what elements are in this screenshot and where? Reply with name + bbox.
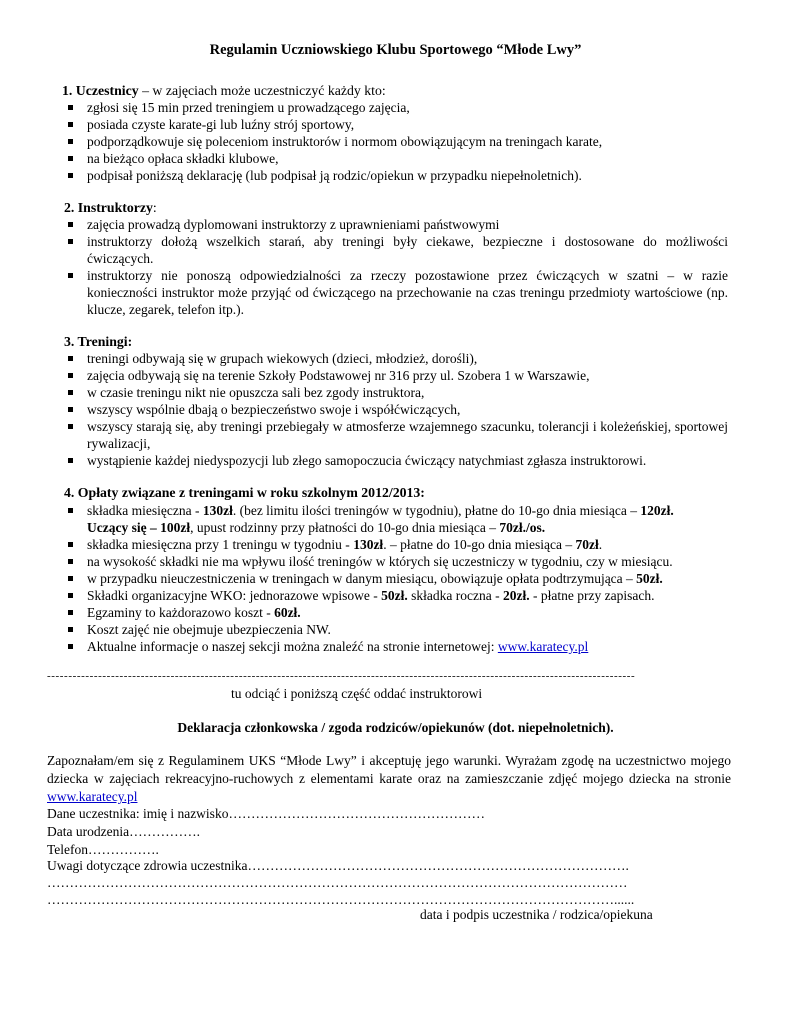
list-item: podpisał poniższą deklarację (lub podpisał ją rodzic/opiekun w przypadku niepełnoletnich). [62,167,742,184]
list-item: wystąpienie każdej niedyspozycji lub złego samopoczucia ćwiczący natychmiast zgłasza instruktorowi. [62,452,728,469]
bullet-icon [68,273,73,278]
signature-caption: data i podpis uczestnika / rodzica/opiekuna [420,907,653,922]
field-participant-name[interactable]: Dane uczestnika: imię i nazwisko………………………………………………… [47,806,485,821]
bullet-icon [68,222,73,227]
field-phone[interactable]: Telefon……………. [47,842,159,857]
list-item: na wysokość składki nie ma wpływu ilość treningów w których się uczestniczy w tygodniu, czy w miesiącu. [62,553,728,570]
bullet-icon [68,390,73,395]
website-link[interactable]: www.karatecy.pl [497,639,589,654]
section-2-heading: 2. Instruktorzy: [64,200,157,215]
bullet-icon [68,156,73,161]
bullet-icon [68,239,73,244]
bullet-icon [68,627,73,632]
list-item: w przypadku nieuczestniczenia w treningach w danym miesiącu, obowiązuje opłata podtrzymująca – 50zł. [62,570,728,587]
list-item: treningi odbywają się w grupach wiekowych (dzieci, młodzież, dorośli), [62,350,728,367]
bullet-icon [68,610,73,615]
bullet-icon [68,559,73,564]
list-item: Składki organizacyjne WKO: jednorazowe wpisowe - 50zł. składka roczna - 20zł. - płatne przy zapisach. [62,587,728,604]
list-item: składka miesięczna przy 1 treningu w tygodniu - 130zł. – płatne do 10-go dnia miesiąca – 70zł. [62,536,728,553]
list-item: podporządkowuje się poleceniom instruktorów i normom obowiązującym na treningach karate, [62,133,742,150]
list-item: Koszt zajęć nie obejmuje ubezpieczenia NW. [62,621,728,638]
list-item: instruktorzy nie ponoszą odpowiedzialności za rzeczy pozostawione przez ćwiczących w szatni – w razie konieczności instruktor może przyjąć od ćwiczącego na przechowanie na czas treningu przedmioty wartościowe (np. klucze, zegarek, telefon itp.). [62,267,728,318]
bullet-icon [68,458,73,463]
list-item: wszyscy wspólnie dbają o bezpieczeństwo swoje i współćwiczących, [62,401,728,418]
bullet-icon [68,139,73,144]
list-item: Egzaminy to każdorazowo koszt - 60zł. [62,604,728,621]
list-item: instruktorzy dołożą wszelkich starań, aby treningi były ciekawe, bezpieczne i dostosowane do możliwości ćwiczących. [62,233,728,267]
section-3-list [62,350,728,469]
bullet-icon [68,356,73,361]
field-health-notes-line-2[interactable]: ………………………………………………………………………………………………………………… [47,875,628,890]
bullet-icon [68,542,73,547]
list-item: zgłosi się 15 min przed treningiem u prowadzącego zajęcia, [62,99,742,116]
list-item: zajęcia prowadzą dyplomowani instruktorzy z uprawnieniami państwowymi [62,216,728,233]
bullet-icon [68,373,73,378]
bullet-icon [68,173,73,178]
bullet-icon [68,105,73,110]
section-1-list [62,99,742,184]
list-item: zajęcia odbywają się na terenie Szkoły Podstawowej nr 316 przy ul. Szobera 1 w Warszawie, [62,367,728,384]
list-item: na bieżąco opłaca składki klubowe, [62,150,742,167]
list-item: wszyscy starają się, aby treningi przebiegały w atmosferze wzajemnego szacunku, tolerancji i koleżeńskiej, sportowej rywalizacji, [62,418,728,452]
bullet-icon [68,576,73,581]
bullet-icon [68,424,73,429]
list-item: Aktualne informacje o naszej sekcji można znaleźć na stronie internetowej: www.karatecy.pl [62,638,728,655]
bullet-icon [68,407,73,412]
page-title: Regulamin Uczniowskiego Klubu Sportowego “Młode Lwy” [209,42,582,58]
section-1-heading: 1. Uczestnicy – w zajęciach może uczestniczyć każdy kto: [62,83,386,98]
field-health-notes[interactable]: Uwagi dotyczące zdrowia uczestnika…………………………………………………………………………. [47,858,629,873]
section-4-list [62,502,728,655]
list-item: w czasie treningu nikt nie opuszcza sali bez zgody instruktora, [62,384,728,401]
bullet-icon [68,593,73,598]
declaration-heading: Deklaracja członkowska / zgoda rodziców/opiekunów (dot. niepełnoletnich). [177,720,614,735]
section-3-heading: 3. Treningi: [64,334,133,349]
bullet-icon [68,122,73,127]
declaration-text: Zapoznałam/em się z Regulaminem UKS “Młode Lwy” i akceptuję jego warunki. Wyrażam zgodę na uczestnictwo mojego dziecka w zajęciach rekreacyjno-ruchowych z elementami karate oraz na zamieszczanie zdjęć mojego dziecka na stronie www.karatecy.pl [47,753,731,804]
list-item: posiada czyste karate-gi lub luźny strój sportowy, [62,116,742,133]
cut-line: ------------------------------------------------------------------------------------------------------------------------------------------ [47,670,636,682]
list-item: składka miesięczna - 130zł. (bez limitu ilości treningów w tygodniu), płatne do 10-go dnia miesiąca – 120zł. Uczący się – 100zł, upust rodzinny przy płatności do 10-go dnia miesiąca – 70zł./os. [62,502,728,536]
bullet-icon [68,644,73,649]
declaration-website-link[interactable]: www.karatecy.pl [47,789,138,804]
field-date-of-birth[interactable]: Data urodzenia……………. [47,824,200,839]
bullet-icon [68,508,73,513]
section-2-list [62,216,728,318]
cut-note: tu odciąć i poniższą część oddać instruktorowi [231,686,483,701]
field-health-notes-line-3[interactable]: ………………………………………………………………………………………………………………...... [47,892,635,907]
section-4-heading: 4. Opłaty związane z treningami w roku szkolnym 2012/2013: [64,485,425,500]
